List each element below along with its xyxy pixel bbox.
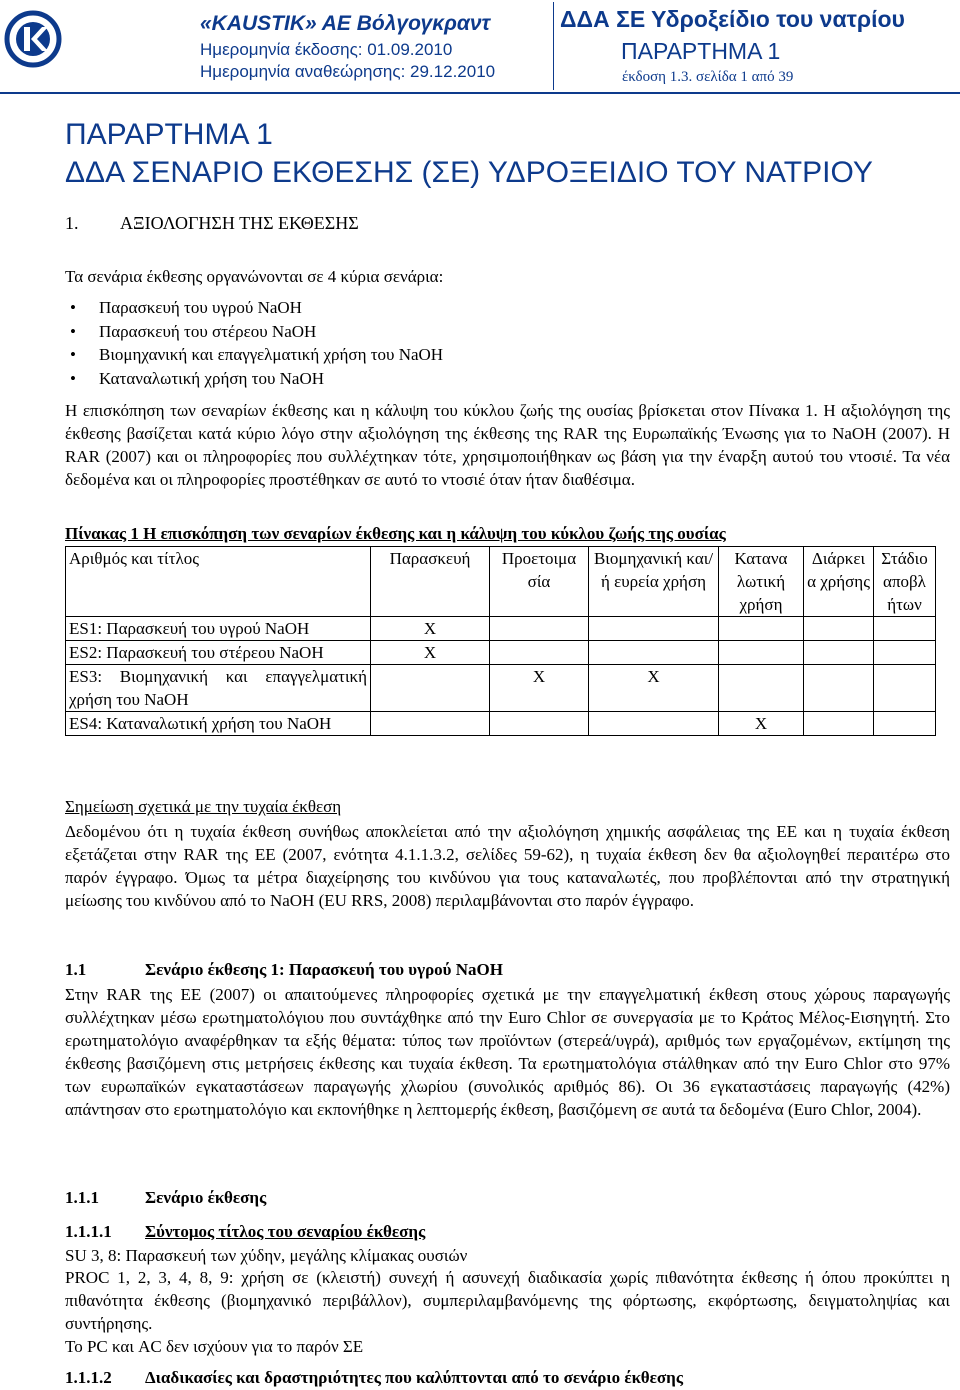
table-cell — [874, 641, 936, 665]
header-rule — [0, 92, 960, 94]
section-1-1-1-1-heading — [65, 1222, 425, 1242]
table-row — [66, 641, 936, 665]
publication-date: Ημερομηνία έκδοσης: 01.09.2010 — [200, 40, 453, 59]
table-cell — [589, 641, 719, 665]
table-cell — [874, 712, 936, 736]
col-header: Προετοιμα σία — [490, 547, 589, 617]
table-cell: X — [371, 641, 490, 665]
proc-paragraph: PROC 1, 2, 3, 4, 8, 9: χρήση σε (κλειστή) συνεχή ή ασυνεχή διαδικασία χωρίς πιθανότητα έκθεσης ή όπου προκύπτει η πιθανότητα έκθεσης (βιομηχανικό περιβάλλον), συμπεριλαμβανόμενης της φόρτωσης, εκφόρτωσης, δειγματοληψίας και συντήρησης. — [65, 1268, 950, 1333]
table-cell — [804, 617, 874, 641]
section-number: 1.1 — [65, 960, 87, 979]
table-cell — [371, 712, 490, 736]
table-row — [66, 665, 936, 712]
revision-date: Ημερομηνία αναθεώρησης: 29.12.2010 — [200, 62, 496, 81]
header-annex: ΠΑΡΑΡΤΗΜΑ 1 — [621, 38, 781, 64]
header-divider — [553, 2, 554, 90]
list-item: • Καταναλωτική χρήση του NaOH — [70, 367, 443, 391]
scenario-name: ES1: Παρασκευή του υγρού NaOH — [66, 617, 371, 641]
kaustik-logo — [4, 3, 62, 81]
table-cell — [719, 617, 804, 641]
pc-ac-line: Το PC και AC δεν ισχύουν για το παρόν ΣΕ — [65, 1337, 364, 1356]
table-cell — [804, 641, 874, 665]
table-cell — [490, 712, 589, 736]
scenario-name: ES2: Παρασκευή του στέρεου NaOH — [66, 641, 371, 665]
intro-paragraph: Τα σενάρια έκθεσης οργανώνονται σε 4 κύρια σενάρια: — [65, 267, 444, 286]
table-cell: X — [589, 665, 719, 712]
overview-paragraph: Η επισκόπηση των σεναρίων έκθεσης και η κάλυψη του κύκλου ζωής της ουσίας βρίσκεται στον Πίνακα 1. Η αξιολόγηση της έκθεσης βασίζεται κατά κύριο λόγο στην αξιολόγηση της έκθεσης της RAR της Ευρωπαϊκής Ένωσης για το NaOH (2007). Η RAR (2007) και οι πληροφορίες που συλλέχτηκαν τότε, χρησιμοποιήθηκαν ως βάση για την έναρξη αυτού του ντοσιέ. Τα νέα δεδομένα και οι πληροφορίες προστέθηκαν σε αυτό το ντοσιέ όταν ήταν διαθέσιμα. — [65, 401, 950, 489]
section-title: Σενάριο έκθεσης — [145, 1188, 267, 1207]
table-caption: Πίνακας 1 Η επισκόπηση των σεναρίων έκθεσης και η κάλυψη του κύκλου ζωής της ουσίας — [65, 524, 726, 543]
table-cell — [589, 712, 719, 736]
section-number: 1.1.1.1 — [65, 1222, 112, 1241]
table-cell: X — [719, 712, 804, 736]
table-cell — [371, 665, 490, 712]
list-item: • Βιομηχανική και επαγγελματική χρήση του NaOH — [70, 343, 443, 367]
table-cell — [490, 617, 589, 641]
document-title: ΔΔΑ ΣΕ Υδροξείδιο του νατρίου — [560, 6, 905, 32]
table-cell — [804, 712, 874, 736]
scenario-list — [70, 296, 443, 390]
col-header: Στάδιο αποβλ ήτων — [874, 547, 936, 617]
table-row — [66, 617, 936, 641]
section-1-heading — [65, 213, 359, 234]
table-cell: X — [490, 665, 589, 712]
section-number: 1.1.1 — [65, 1188, 99, 1207]
section-1-1-heading — [65, 960, 503, 980]
company-name: «KAUSTIK» AE Βόλγογκραντ — [200, 12, 491, 35]
col-header: Κατανα λωτική χρήση — [719, 547, 804, 617]
bullet-icon: • — [70, 321, 76, 341]
su-line: SU 3, 8: Παρασκευή των χύδην, μεγάλης κλίμακας ουσιών — [65, 1246, 468, 1265]
col-header: Διάρκει α χρήσης — [804, 547, 874, 617]
table-cell — [804, 665, 874, 712]
table-cell — [719, 641, 804, 665]
col-header: Βιομηχανική και/ή ευρεία χρήση — [589, 547, 719, 617]
list-item: • Παρασκευή του στέρεου NaOH — [70, 320, 443, 344]
table-cell — [490, 641, 589, 665]
section-title: ΑΞΙΟΛΟΓΗΣΗ ΤΗΣ ΕΚΘΕΣΗΣ — [120, 213, 359, 233]
section-title: Σενάριο έκθεσης 1: Παρασκευή του υγρού NaOH — [145, 960, 503, 979]
note-paragraph: Δεδομένου ότι η τυχαία έκθεση συνήθως αποκλείεται από την αξιολόγηση χημικής ασφάλειας της ΕΕ και η τυχαία έκθεση εξετάζεται στην RAR της ΕΕ (2007, ενότητα 4.1.1.3.2, σελίδες 59-62), η τυχαία έκθεση δεν θα αξιολογηθεί περαιτέρω στο παρόν έγγραφο. Όμως τα μέτρα διαχείρησης του κινδύνου για τους καταναλωτές, που προβλέπονται από την στρατηγική μείωσης του κινδύνου από το NaOH (EU RRS, 2008) περιλαμβάνονται στο παρόν έγγραφο. — [65, 822, 950, 910]
table-cell — [874, 665, 936, 712]
list-item: • Παρασκευή του υγρού NaOH — [70, 296, 443, 320]
table-cell — [874, 617, 936, 641]
bullet-icon: • — [70, 345, 76, 364]
section-number: 1.1.1.2 — [65, 1368, 112, 1387]
section-1-1-paragraph: Στην RAR της ΕΕ (2007) οι απαιτούμενες πληροφορίες σχετικά με την επαγγελματική έκθεση στους χώρους παραγωγής συλλέχτηκαν μέσω ερωτηματολόγιου που συντάχθηκε από την Euro Chlor σε συνεργασία με το Κράτος Μέλος-Εισηγητή. Στο ερωτηματολόγιο αναφέρθηκαν τα εξής θέματα: τύπος των προϊόντων (στερεά/υγρά), αριθμός των εργαζομένων, εκτίμηση της έκθεσης βασιζόμενη στις μετρήσεις έκθεσης και τυχαία έκθεση. Τα ερωτηματολόγια στάλθηκαν από την Euro Chlor στο 97% των ευρωπαϊκών εγκαταστάσεων παραγωγής χλωρίου (συνολικός αριθμός 86). Οι 36 εγκαταστάσεις παραγωγής (42%) απάντησαν στο ερωτηματολόγιο και εκπονήθηκε η λεπτομερής έκθεση, βασιζόμενη σε αυτά τα δεδομένα (Euro Chlor, 2004). — [65, 985, 950, 1119]
bullet-icon: • — [70, 368, 76, 388]
annex-title: ΠΑΡΑΡΤΗΜΑ 1 — [65, 118, 273, 151]
table-header-row — [66, 547, 936, 617]
section-title: Σύντομος τίτλος του σεναρίου έκθεσης — [145, 1222, 426, 1241]
scenario-name: ES4: Καταναλωτική χρήση του NaOH — [66, 712, 371, 736]
col-header: Αριθμός και τίτλος — [66, 547, 371, 617]
scenario-title: ΔΔΑ ΣΕΝΑΡΙΟ ΕΚΘΕΣΗΣ (ΣΕ) ΥΔΡΟΞΕΙΔΙΟ ΤΟΥ ΝΑΤΡΙΟΥ — [65, 156, 873, 189]
scenario-table — [65, 546, 936, 736]
section-1-1-1-2-heading — [65, 1368, 683, 1388]
col-header: Παρασκευή — [371, 547, 490, 617]
note-title: Σημείωση σχετικά με την τυχαία έκθεση — [65, 797, 342, 816]
table-cell — [719, 665, 804, 712]
table-cell — [589, 617, 719, 641]
page-header — [0, 0, 960, 95]
table-cell: X — [371, 617, 490, 641]
bullet-icon: • — [70, 298, 76, 317]
section-number: 1. — [65, 213, 79, 233]
section-1-1-1-heading — [65, 1188, 266, 1208]
section-title: Διαδικασίες και δραστηριότητες που καλύπτονται από το σενάριο έκθεσης — [145, 1368, 683, 1387]
version-page: έκδοση 1.3. σελίδα 1 από 39 — [622, 69, 794, 85]
scenario-name: ES3: Βιομηχανική και επαγγελματική χρήση του NaOH — [66, 665, 371, 712]
table-row — [66, 712, 936, 736]
